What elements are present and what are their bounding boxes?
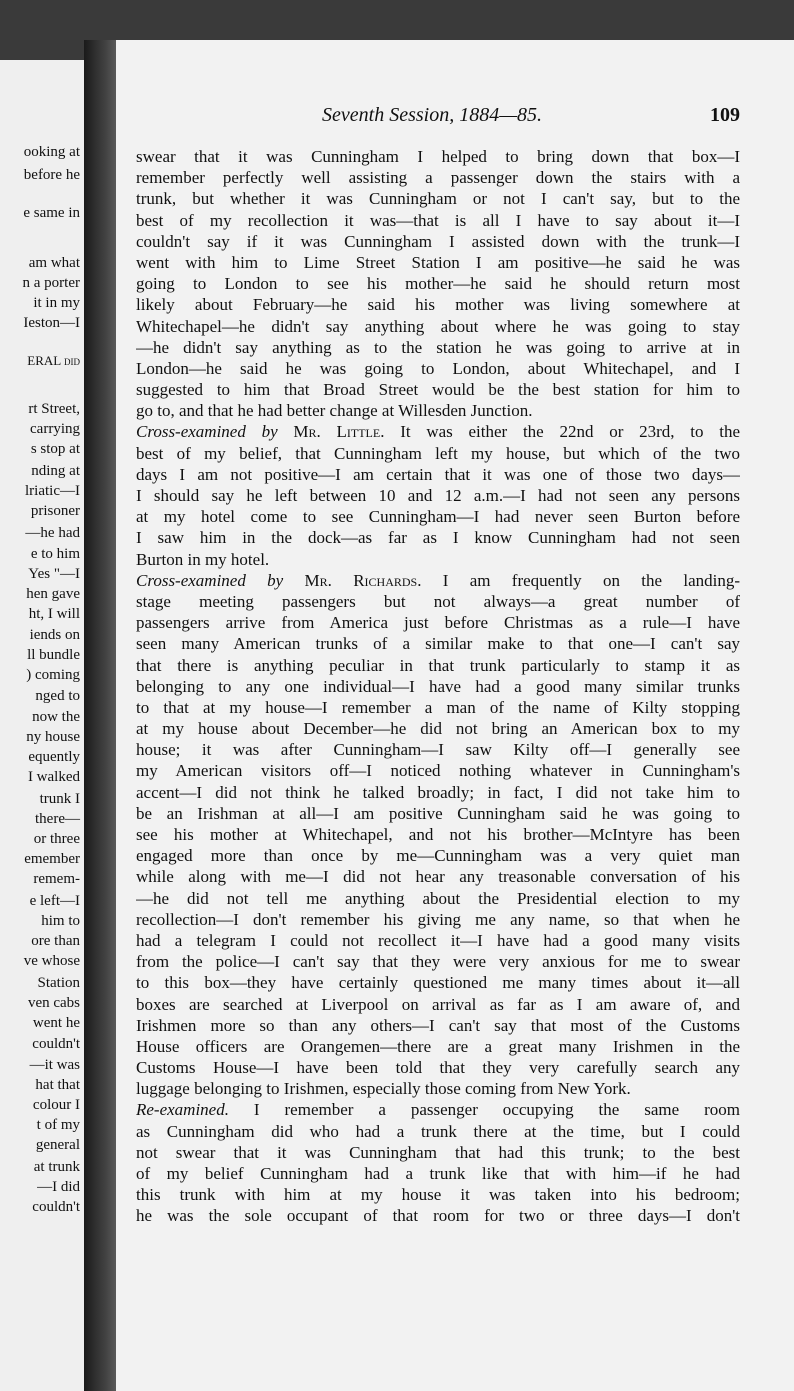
text-line: engaged more than once by me—Cunningham was a very quiet man: [136, 846, 740, 866]
left-page-fragment: trunk I: [39, 791, 80, 807]
line-text: I remember a passenger occupying the same room: [228, 1100, 740, 1120]
text-line: likely about February—he said his mother was living somewhere at: [136, 295, 740, 315]
facing-page-left: [0, 60, 84, 1391]
left-page-fragment: e to him: [30, 546, 80, 562]
left-page-fragment: equently: [28, 749, 80, 765]
page-header: [116, 104, 740, 130]
left-page-fragment: at trunk: [33, 1159, 80, 1175]
text-line: accent—I did not think he talked broadly; in fact, I did not take him to: [136, 782, 740, 802]
text-line: swear that it was Cunningham I helped to bring down that box—I: [136, 147, 740, 166]
speaker-heading-label: Cross-examined by: [136, 422, 294, 442]
left-page-fragment: ny house: [26, 729, 80, 745]
text-line: trunk, but whether it was Cunningham or not I can't say, but to the: [136, 189, 740, 209]
left-page-fragment: went he: [32, 1015, 80, 1031]
text-line: while along with me—I did not hear any treasonable conversation of his: [136, 867, 740, 887]
text-line: of my belief Cunningham had a trunk like that with him—if he had: [136, 1164, 740, 1183]
left-page-fragment: nged to: [35, 688, 80, 704]
text-line: Whitechapel—he didn't say anything about where he was going to stay: [136, 316, 740, 336]
text-line: belonging to any one individual—I have had a good many similar trunks: [136, 676, 740, 696]
left-page-fragment: emember: [24, 851, 80, 867]
left-page-fragment: there—: [35, 811, 80, 827]
text-line: I saw him in the dock—as far as I know Cunningham had not seen: [136, 528, 740, 548]
text-line: had a telegram I could not recollect it—I have had a good many visits: [136, 930, 740, 950]
text-line: my American visitors off—I noticed nothing whatever in Cunningham's: [136, 761, 740, 781]
text-line: best of my recollection it was—that is all I have to say about it—I: [136, 210, 740, 230]
text-line: —he didn't say anything as to the station he was going to arrive at in: [136, 337, 740, 357]
left-page-fragment: hat that: [35, 1077, 80, 1093]
page-109: [116, 40, 794, 1391]
left-page-fragment: ) coming: [26, 667, 80, 683]
left-page-fragment: ll bundle: [27, 647, 80, 663]
left-page-fragment: Station: [37, 975, 80, 991]
speaker-heading-label: Re-examined.: [136, 1100, 229, 1120]
text-line: boxes are searched at Liverpool on arrival as far as I am aware of, and: [136, 994, 740, 1014]
text-line: Burton in my hotel.: [136, 549, 270, 569]
left-page-fragment: general: [35, 1137, 80, 1153]
text-line: seen many American trunks of a similar make to that one—I can't say: [136, 634, 740, 654]
text-line: [136, 570, 740, 591]
left-page-fragment: ven cabs: [27, 995, 80, 1011]
left-page-fragment: Ieston—I: [23, 315, 80, 331]
text-line: to that at my house—I remember a man of the name of Kilty stopping: [136, 697, 740, 717]
left-page-fragment: before he: [23, 167, 80, 183]
left-page-fragment: n a porter: [22, 275, 80, 291]
text-line: [136, 1099, 740, 1120]
text-line: House officers are Orangemen—there are a great many Irishmen in the: [136, 1036, 740, 1056]
text-line: remember perfectly well assisting a passenger down the stairs with a: [136, 168, 740, 188]
counsel-name: Mr. Little.: [293, 422, 385, 442]
left-page-fragment: or three: [33, 831, 80, 847]
left-page-fragment: e same in: [23, 205, 80, 221]
left-page-fragment: ERAL did: [27, 353, 80, 368]
left-page-fragment: prisoner: [30, 503, 80, 519]
text-line: —he did not tell me anything about the Presidential election to my: [136, 888, 740, 908]
text-line: house; it was after Cunningham—I saw Kilty off—I generally see: [136, 740, 740, 760]
speaker-heading: [136, 1100, 229, 1119]
text-line: I should say he left between 10 and 12 a.m.—I had not seen any persons: [136, 486, 740, 505]
left-page-fragment: couldn't: [32, 1036, 80, 1052]
left-page-fragment: —it was: [29, 1057, 80, 1073]
text-line: stage meeting passengers but not always—a great number of: [136, 591, 740, 611]
text-line: luggage belonging to Irishmen, especially those coming from New York.: [136, 1079, 631, 1099]
text-line: at my house about December—he did not bring an American box to my: [136, 719, 740, 739]
text-line: going to London to see his mother—he said he should return most: [136, 274, 740, 294]
left-page-fragment: iends on: [29, 627, 80, 643]
left-page-fragment: ore than: [31, 933, 80, 949]
left-page-fragment: couldn't: [32, 1199, 80, 1215]
line-text: I am frequently on the landing-: [421, 570, 740, 590]
text-line: not swear that it was Cunningham that had this trunk; to the best: [136, 1142, 740, 1162]
speaker-heading: [136, 571, 421, 590]
text-line: [136, 421, 740, 442]
text-line: passengers arrive from America just before Christmas as a rule—I have: [136, 613, 740, 633]
text-line: Irishmen more so than any others—I can't say that most of the Customs: [136, 1015, 740, 1035]
speaker-heading-label: Cross-examined by: [136, 570, 305, 590]
page-number: 109: [710, 104, 740, 126]
left-page-fragment: I walked: [27, 769, 80, 785]
text-line: as Cunningham did who had a trunk there at the time, but I could: [136, 1121, 740, 1141]
left-page-fragment: t of my: [36, 1117, 80, 1133]
left-page-fragment: lriatic—I: [25, 483, 80, 499]
line-text: It was either the 22nd or 23rd, to the: [384, 422, 740, 442]
text-line: Customs House—I have been told that they very carefully search any: [136, 1058, 740, 1078]
left-page-fragment: him to: [41, 913, 80, 929]
text-line: recollection—I don't remember his giving me any name, so that when he: [136, 909, 740, 929]
left-page-fragment: rt Street,: [28, 401, 80, 417]
text-line: this trunk with him at my house it was taken into his bedroom;: [136, 1185, 740, 1205]
left-page-fragment: s stop at: [30, 441, 80, 457]
running-head: Seventh Session, 1884—85.: [322, 104, 542, 126]
text-line: to this box—they have certainly questioned me many times about it—all: [136, 973, 740, 993]
text-line: be an Irishman at all—I am positive Cunningham said he was going to: [136, 803, 740, 823]
text-line: couldn't say if it was Cunningham I assisted down with the trunk—I: [136, 231, 740, 251]
speaker-heading: [136, 422, 384, 441]
left-page-fragment: Yes "—I: [28, 566, 80, 582]
text-line: he was the sole occupant of that room for two or three days—I don't: [136, 1206, 740, 1226]
left-page-fragment: ht, I will: [28, 606, 80, 622]
book-gutter: [84, 40, 116, 1391]
text-line: from the police—I can't say that they were very anxious for me to swear: [136, 952, 740, 972]
left-page-fragment: ooking at: [23, 144, 80, 160]
text-line: went with him to Lime Street Station I am positive—he said he was: [136, 252, 740, 272]
left-page-fragment: remem-: [33, 871, 80, 887]
left-page-fragment: colour I: [32, 1097, 80, 1113]
text-line: best of my belief, that Cunningham left my house, but which of the two: [136, 443, 740, 463]
text-line: at my hotel come to see Cunningham—I had never seen Burton before: [136, 507, 740, 527]
text-line: go to, and that he had better change at Willesden Junction.: [136, 401, 533, 421]
counsel-name: Mr. Richards.: [304, 570, 422, 590]
left-page-fragment: ve whose: [23, 953, 80, 969]
text-line: that there is anything peculiar in that trunk particularly to stamp it as: [136, 655, 740, 675]
left-page-fragment: now the: [32, 709, 80, 725]
text-line: suggested to him that Broad Street would be the best station for him to: [136, 380, 740, 400]
left-page-fragment: am what: [28, 255, 80, 271]
left-page-fragment: carrying: [30, 421, 80, 437]
testimony-text: [136, 146, 740, 1227]
text-line: days I am not positive—I am certain that it was one of those two days—: [136, 464, 740, 484]
left-page-fragment: —I did: [37, 1179, 80, 1195]
left-page-fragment: nding at: [31, 463, 80, 479]
left-page-fragment: —he had: [25, 525, 80, 541]
text-line: see his mother at Whitechapel, and not his brother—McIntyre has been: [136, 825, 740, 844]
left-page-fragment: hen gave: [26, 586, 80, 602]
left-page-fragment: it in my: [33, 295, 80, 311]
text-line: London—he said he was going to London, about Whitechapel, and I: [136, 358, 740, 378]
left-page-fragment: e left—I: [29, 893, 80, 909]
